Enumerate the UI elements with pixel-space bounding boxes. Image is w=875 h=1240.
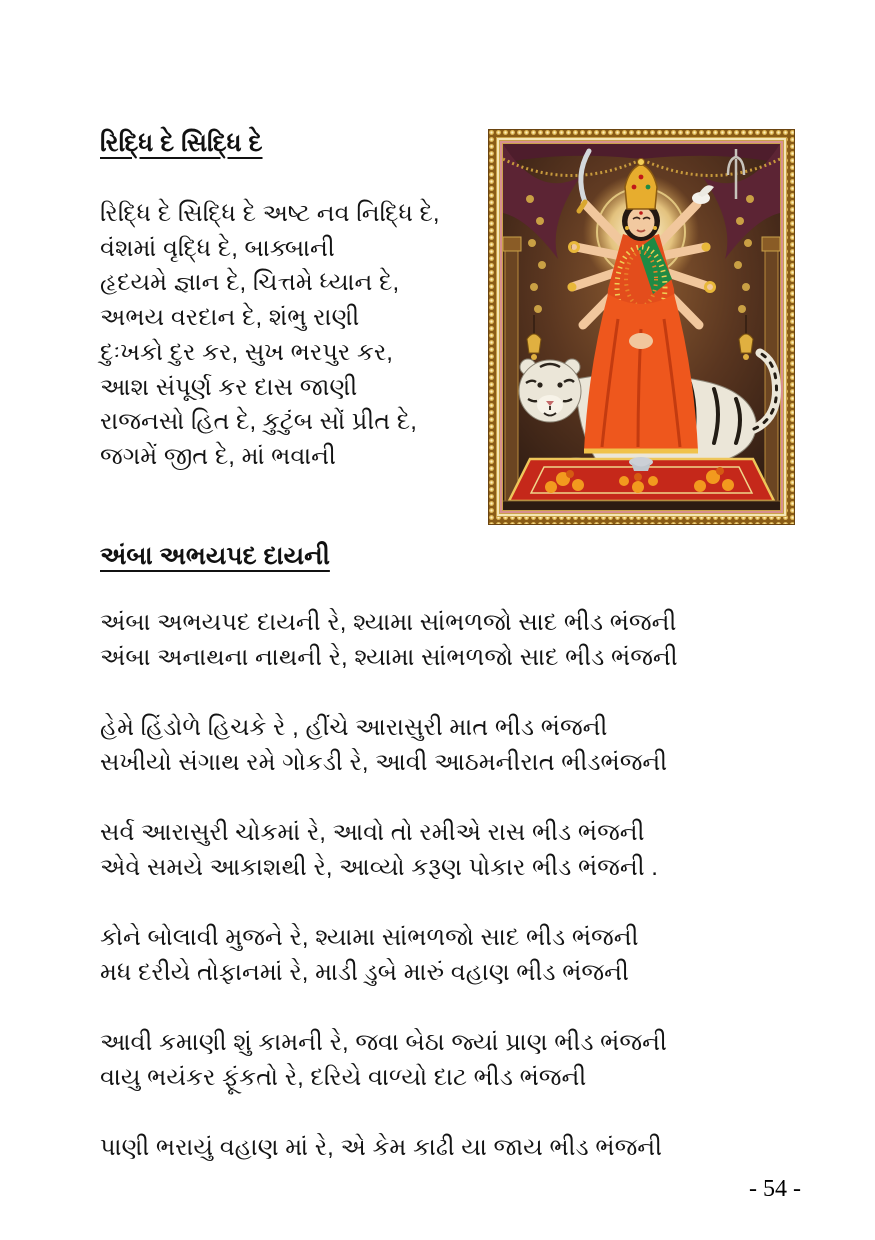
- verse-line: અંબા અભયપદ દાયની રે, શ્યામા સાંભળજો સાદ ભીડ ભંજની: [100, 609, 677, 636]
- verse-line: હેમે હિંડોળે હિચકે રે , હીંચે આરાસુરી માત ભીડ ભંજની: [100, 714, 608, 741]
- verse-line: સર્વ આરાસુરી ચોકમાં રે, આવો તો રમીએ રાસ ભીડ ભંજની: [100, 819, 645, 846]
- verse-line: મધ દરીયે તોફાનમાં રે, માડી ડુબે મારું વહાણ ભીડ ભંજની: [100, 958, 629, 986]
- verse-line: અંબા અનાથના નાથની રે, શ્યામા સાંભળજો સાદ ભીડ ભંજની: [100, 643, 678, 671]
- stanza: [100, 606, 678, 675]
- tiger-head: [519, 359, 581, 422]
- verse-line: આશ સંપૂર્ણ કર દાસ જાણી: [100, 373, 358, 401]
- carpet: [509, 457, 774, 501]
- verse-line: અભય વરદાન દે, શંભુ રાણી: [100, 304, 360, 332]
- verse-line: જગમેં જીત દે, માં ભવાની: [100, 442, 336, 470]
- plinth: [503, 501, 780, 510]
- verse-line: વાયુ ભયંકર ફૂંકતો રે, દરિયે વાળ્યો દાટ ભીડ ભંજની: [100, 1063, 587, 1091]
- verse-line: વંશમાં વૃદ્ધિ દે, બાક્બાની: [100, 234, 335, 262]
- goddess-durga-image: [488, 129, 795, 525]
- stanza: [100, 921, 678, 990]
- verse-line: રાજનસો હિત દે, કુટુંબ સોં પ્રીત દે,: [100, 408, 417, 436]
- verse-line: દુઃખકો દુર કર, સુખ ભરપુર કર,: [100, 338, 393, 366]
- song-1-verses: [100, 197, 440, 475]
- song-title-riddhi-de-siddhi-de: રિદ્ધિ દે સિદ્ધિ દે: [100, 129, 263, 157]
- stanza: [100, 816, 678, 885]
- stanza: [100, 1131, 678, 1166]
- page-number: - 54 -: [749, 1176, 801, 1202]
- verse-line: આવી કમાણી શું કામની રે, જવા બેઠા જ્યાં પ્રાણ ભીડ ભંજની: [100, 1029, 667, 1056]
- hands-in-lap: [629, 333, 653, 349]
- verse-line: રિદ્ધિ દે સિદ્ધિ દે અષ્ટ નવ નિદ્ધિ દે,: [100, 200, 440, 227]
- verse-line: પાણી ભરાયું વહાણ માં રે, એ કેમ કાઢી યા જાય ભીડ ભંજની: [100, 1134, 663, 1161]
- verse-line: એવે સમયે આકાશથી રે, આવ્યો કરૂણ પોકાર ભીડ ભંજની .: [100, 853, 658, 881]
- song-title-amba-abhaypad-dayni: અંબા અભયપદ દાયની: [100, 542, 330, 570]
- stanza: [100, 1026, 678, 1095]
- verse-line: હૃદયમે જ્ઞાન દે, ચિત્તમે ધ્યાન દે,: [100, 269, 400, 297]
- verse-line: સખીયો સંગાથ રમે ગોકડી રે, આવી આઠમનીરાત ભીડભંજની: [100, 748, 668, 776]
- stanza: [100, 711, 678, 780]
- verse-line: કોને બોલાવી મુજને રે, શ્યામા સાંભળજો સાદ ભીડ ભંજની: [100, 924, 639, 951]
- song-2-verses: [100, 606, 678, 1166]
